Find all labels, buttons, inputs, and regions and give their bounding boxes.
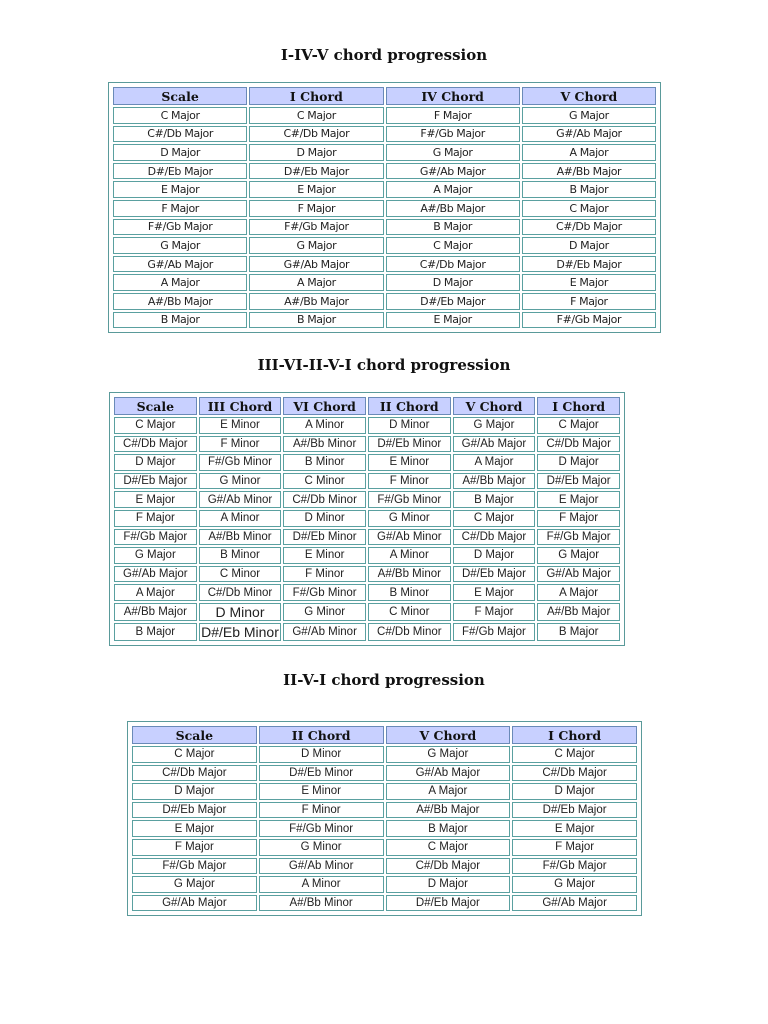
table-cell: C#/Db Minor [199, 584, 282, 601]
column-header: II Chord [259, 726, 384, 744]
table-row [114, 547, 620, 564]
table-cell: G Major [386, 746, 511, 763]
table-cell: D#/Eb Major [113, 163, 247, 180]
table-cell: D Major [113, 144, 247, 161]
column-header: Scale [132, 726, 257, 744]
table-cell: A Minor [283, 417, 366, 434]
table-cell: G Major [132, 876, 257, 893]
table-cell: A#/Bb Major [453, 473, 536, 490]
column-header: V Chord [453, 397, 536, 415]
table-cell: F Major [522, 293, 656, 310]
table-cell: A Minor [259, 876, 384, 893]
table-row [113, 274, 656, 291]
table-cell: D#/Eb Major [132, 802, 257, 819]
table-cell: G Major [114, 547, 197, 564]
table-cell: D Major [537, 454, 620, 471]
table-row [114, 529, 620, 546]
table-cell: E Major [537, 491, 620, 508]
table-cell: D Major [249, 144, 383, 161]
table-row [113, 237, 656, 254]
table-cell: B Major [522, 181, 656, 198]
table-cell: A Major [386, 181, 520, 198]
table-cell: D#/Eb Minor [283, 529, 366, 546]
section2-title: III-VI-II-V-I chord progression [257, 356, 511, 374]
table-cell: C Major [386, 237, 520, 254]
table-row [114, 623, 620, 641]
table-row [114, 603, 620, 621]
column-header: II Chord [368, 397, 451, 415]
table-row [114, 566, 620, 583]
table-cell: D Major [453, 547, 536, 564]
table-cell: F#/Gb Major [537, 529, 620, 546]
table-cell: G Major [537, 547, 620, 564]
table-cell: D#/Eb Minor [199, 623, 282, 641]
table-row [113, 200, 656, 217]
table-row [132, 783, 637, 800]
table-cell: D#/Eb Major [453, 566, 536, 583]
table-cell: D Major [522, 237, 656, 254]
table-cell: E Minor [368, 454, 451, 471]
table-cell: G#/Ab Major [249, 256, 383, 273]
table-cell: D#/Eb Minor [259, 765, 384, 782]
table-cell: B Major [114, 623, 197, 641]
table-cell: D#/Eb Minor [368, 436, 451, 453]
table-row [114, 473, 620, 490]
table-row [113, 126, 656, 143]
table-row [114, 510, 620, 527]
table-row [113, 219, 656, 236]
table-cell: B Major [249, 312, 383, 329]
table-cell: B Minor [283, 454, 366, 471]
column-header: I Chord [537, 397, 620, 415]
table-cell: F#/Gb Major [512, 858, 637, 875]
table-row [113, 107, 656, 124]
table-cell: C Major [132, 746, 257, 763]
table-cell: A Major [386, 783, 511, 800]
table-cell: F#/Gb Major [113, 219, 247, 236]
table-cell: E Minor [259, 783, 384, 800]
table-cell: D Major [386, 876, 511, 893]
header-row [132, 726, 637, 744]
table-cell: F Major [249, 200, 383, 217]
column-header: V Chord [386, 726, 511, 744]
table-cell: A#/Bb Minor [283, 436, 366, 453]
column-header: I Chord [512, 726, 637, 744]
table-row [113, 144, 656, 161]
table-cell: C#/Db Major [453, 529, 536, 546]
table-cell: C Major [453, 510, 536, 527]
table-cell: B Minor [368, 584, 451, 601]
table-row [114, 417, 620, 434]
table-cell: A Major [453, 454, 536, 471]
table-cell: G Major [512, 876, 637, 893]
table-cell: D#/Eb Major [537, 473, 620, 490]
table-cell: C#/Db Major [113, 126, 247, 143]
column-header: VI Chord [283, 397, 366, 415]
table-cell: E Major [386, 312, 520, 329]
table-cell: C Minor [199, 566, 282, 583]
table-cell: F#/Gb Major [249, 219, 383, 236]
table-cell: B Major [113, 312, 247, 329]
table-row [132, 876, 637, 893]
table-cell: D#/Eb Major [114, 473, 197, 490]
table-cell: E Major [113, 181, 247, 198]
table-cell: E Minor [199, 417, 282, 434]
table-cell: D Minor [199, 603, 282, 621]
table-cell: F#/Gb Major [132, 858, 257, 875]
table-cell: F Major [512, 839, 637, 856]
table-cell: F Minor [283, 566, 366, 583]
table-cell: B Major [386, 820, 511, 837]
table-cell: F Major [537, 510, 620, 527]
table-cell: C Major [522, 200, 656, 217]
column-header: IV Chord [386, 87, 520, 105]
table-row [114, 584, 620, 601]
table-cell: E Major [453, 584, 536, 601]
i-iv-v-table [111, 85, 658, 330]
table-cell: D Minor [283, 510, 366, 527]
table-cell: C#/Db Major [249, 126, 383, 143]
table-cell: D#/Eb Major [512, 802, 637, 819]
table-cell: F Major [132, 839, 257, 856]
table-cell: F#/Gb Minor [368, 491, 451, 508]
table-cell: G#/Ab Major [113, 256, 247, 273]
table-cell: G#/Ab Minor [368, 529, 451, 546]
table-cell: G Major [113, 237, 247, 254]
table-cell: E Major [249, 181, 383, 198]
table-cell: C Major [386, 839, 511, 856]
table-cell: G Minor [259, 839, 384, 856]
iii-vi-ii-v-i-table-frame [109, 392, 625, 646]
table-cell: C#/Db Major [512, 765, 637, 782]
table-cell: D#/Eb Major [522, 256, 656, 273]
table-cell: F Minor [368, 473, 451, 490]
table-cell: G#/Ab Minor [283, 623, 366, 641]
table-cell: D Minor [368, 417, 451, 434]
table-cell: D Major [512, 783, 637, 800]
table-row [114, 436, 620, 453]
table-cell: D#/Eb Major [386, 293, 520, 310]
table-cell: F Minor [259, 802, 384, 819]
table-cell: G Major [453, 417, 536, 434]
table-cell: A Major [537, 584, 620, 601]
table-cell: B Major [386, 219, 520, 236]
table-cell: C Major [537, 417, 620, 434]
table-cell: A#/Bb Major [386, 200, 520, 217]
table-cell: F#/Gb Minor [199, 454, 282, 471]
table-cell: A Major [113, 274, 247, 291]
table-cell: C Major [512, 746, 637, 763]
table-cell: A Major [522, 144, 656, 161]
table-row [113, 181, 656, 198]
table-cell: B Minor [199, 547, 282, 564]
table-cell: F#/Gb Minor [283, 584, 366, 601]
table-row [132, 765, 637, 782]
table-cell: F#/Gb Minor [259, 820, 384, 837]
table-row [132, 820, 637, 837]
table-cell: A Major [249, 274, 383, 291]
table-row [114, 491, 620, 508]
ii-v-i-table [130, 724, 639, 913]
column-header: III Chord [199, 397, 282, 415]
table-cell: C#/Db Minor [283, 491, 366, 508]
table-cell: F#/Gb Major [114, 529, 197, 546]
table-cell: F Major [386, 107, 520, 124]
table-cell: G#/Ab Major [386, 163, 520, 180]
table-cell: C Major [249, 107, 383, 124]
table-cell: F Major [113, 200, 247, 217]
section1-title: I-IV-V chord progression [280, 46, 488, 64]
ii-v-i-table-frame [127, 721, 642, 916]
table-cell: A#/Bb Major [114, 603, 197, 621]
column-header: V Chord [522, 87, 656, 105]
table-cell: G#/Ab Major [114, 566, 197, 583]
table-row [132, 858, 637, 875]
i-iv-v-table-frame [108, 82, 661, 333]
table-row [113, 293, 656, 310]
table-cell: D#/Eb Major [249, 163, 383, 180]
table-cell: F Major [453, 603, 536, 621]
column-header: Scale [114, 397, 197, 415]
table-cell: A Major [114, 584, 197, 601]
table-cell: C Major [113, 107, 247, 124]
table-cell: G#/Ab Major [453, 436, 536, 453]
table-cell: G#/Ab Major [512, 895, 637, 912]
table-cell: E Minor [283, 547, 366, 564]
table-cell: F#/Gb Major [522, 312, 656, 329]
table-cell: C Minor [368, 603, 451, 621]
table-cell: C Major [114, 417, 197, 434]
table-cell: C#/Db Major [386, 858, 511, 875]
table-cell: D Major [386, 274, 520, 291]
table-row [132, 895, 637, 912]
table-cell: A#/Bb Major [249, 293, 383, 310]
table-cell: A#/Bb Minor [259, 895, 384, 912]
table-cell: C#/Db Major [537, 436, 620, 453]
table-cell: G Minor [368, 510, 451, 527]
section3-title: II-V-I chord progression [283, 671, 485, 689]
table-cell: F Major [114, 510, 197, 527]
table-cell: D#/Eb Major [386, 895, 511, 912]
column-header: I Chord [249, 87, 383, 105]
table-cell: F#/Gb Major [453, 623, 536, 641]
table-cell: A Minor [368, 547, 451, 564]
table-row [113, 256, 656, 273]
table-cell: D Minor [259, 746, 384, 763]
iii-vi-ii-v-i-table [112, 395, 622, 643]
table-cell: C Minor [283, 473, 366, 490]
table-cell: C#/Db Major [522, 219, 656, 236]
table-cell: A#/Bb Major [522, 163, 656, 180]
table-row [132, 802, 637, 819]
table-cell: G Major [386, 144, 520, 161]
table-cell: G Major [522, 107, 656, 124]
table-cell: G#/Ab Major [386, 765, 511, 782]
table-cell: A#/Bb Major [386, 802, 511, 819]
table-cell: A Minor [199, 510, 282, 527]
table-cell: C#/Db Major [114, 436, 197, 453]
table-cell: B Major [537, 623, 620, 641]
table-row [113, 312, 656, 329]
table-cell: D Major [132, 783, 257, 800]
table-row [132, 839, 637, 856]
table-cell: A#/Bb Major [113, 293, 247, 310]
header-row [113, 87, 656, 105]
table-cell: G#/Ab Major [522, 126, 656, 143]
table-cell: F Minor [199, 436, 282, 453]
table-cell: A#/Bb Major [537, 603, 620, 621]
table-cell: E Major [114, 491, 197, 508]
table-cell: G#/Ab Major [537, 566, 620, 583]
table-row [114, 454, 620, 471]
table-cell: D Major [114, 454, 197, 471]
table-cell: C#/Db Major [132, 765, 257, 782]
header-row [114, 397, 620, 415]
table-cell: A#/Bb Minor [199, 529, 282, 546]
table-cell: G Minor [283, 603, 366, 621]
table-cell: E Major [512, 820, 637, 837]
table-cell: C#/Db Major [386, 256, 520, 273]
table-row [113, 163, 656, 180]
table-row [132, 746, 637, 763]
column-header: Scale [113, 87, 247, 105]
table-cell: E Major [132, 820, 257, 837]
table-cell: G Minor [199, 473, 282, 490]
table-cell: C#/Db Minor [368, 623, 451, 641]
table-cell: G#/Ab Minor [199, 491, 282, 508]
table-cell: G Major [249, 237, 383, 254]
table-cell: A#/Bb Minor [368, 566, 451, 583]
table-cell: G#/Ab Major [132, 895, 257, 912]
table-cell: F#/Gb Major [386, 126, 520, 143]
table-cell: B Major [453, 491, 536, 508]
table-cell: E Major [522, 274, 656, 291]
table-cell: G#/Ab Minor [259, 858, 384, 875]
